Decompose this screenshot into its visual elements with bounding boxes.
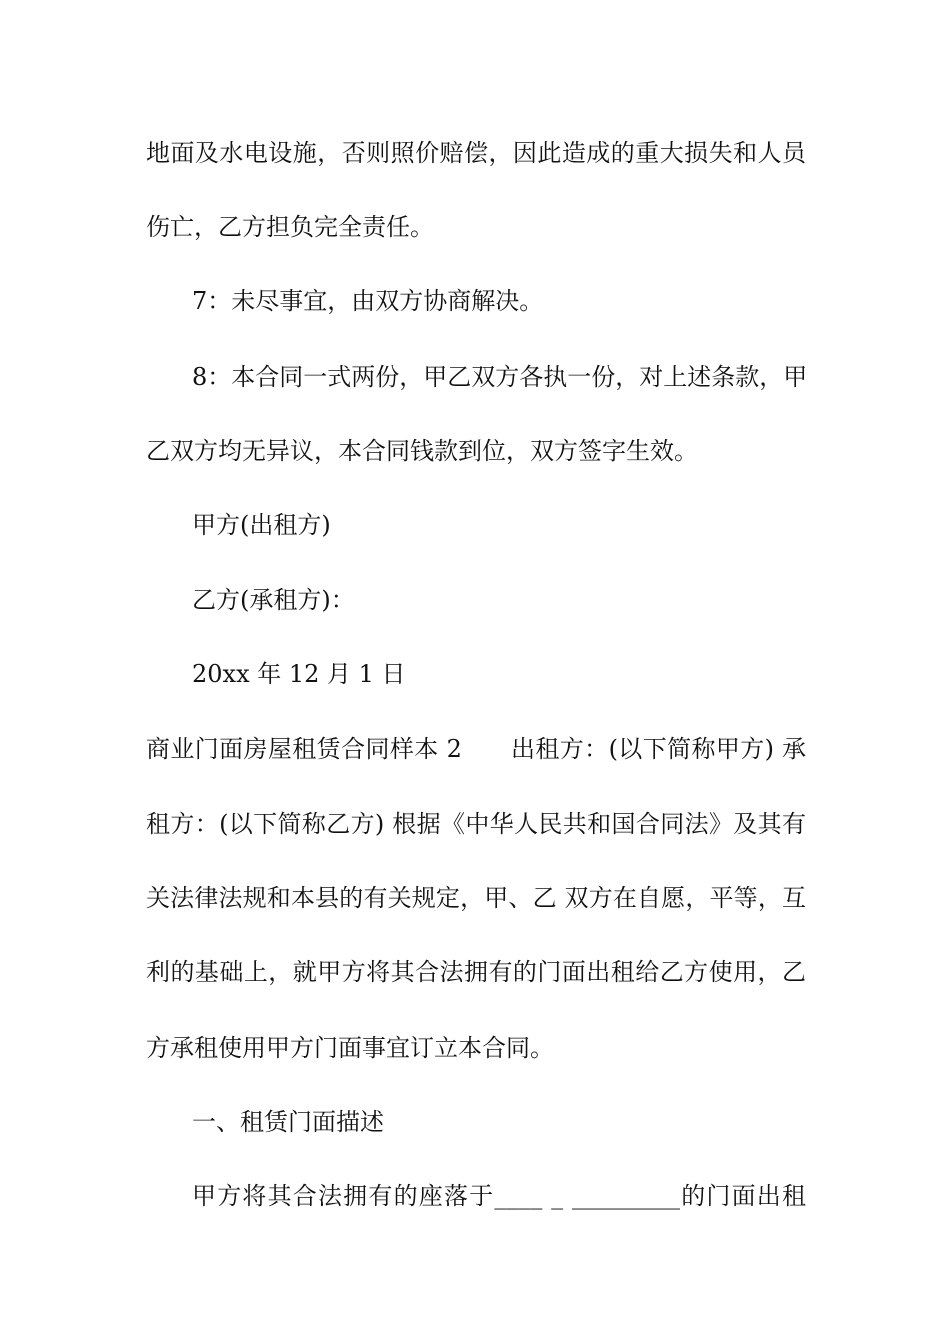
party-b-signature-label: 乙方(承租方)： bbox=[192, 586, 355, 614]
section-heading: 一、租赁门面描述 bbox=[192, 1108, 384, 1136]
paragraph-line: 甲方将其合法拥有的座落于____ _ _________的门面出租 bbox=[192, 1182, 806, 1210]
paragraph-line: 地面及水电设施，否则照价赔偿，因此造成的重大损失和人员 bbox=[146, 139, 806, 167]
contract-title-line: 商业门面房屋租赁合同样本 2 出租方：(以下简称甲方) 承 bbox=[146, 735, 806, 763]
paragraph-line: 利的基础上，就甲方将其合法拥有的门面出租给乙方使用，乙 bbox=[146, 958, 806, 986]
paragraph-line: 伤亡，乙方担负完全责任。 bbox=[146, 213, 434, 241]
paragraph-line: 乙双方均无异议，本合同钱款到位，双方签字生效。 bbox=[146, 437, 698, 465]
signing-date: 20xx 年 12 月 1 日 bbox=[192, 660, 406, 688]
paragraph-line: 关法律法规和本县的有关规定，甲、乙 双方在自愿，平等，互 bbox=[146, 884, 806, 912]
paragraph-line: 租方：(以下简称乙方) 根据《中华人民共和国合同法》及其有 bbox=[146, 810, 806, 838]
clause-7: 7：未尽事宜，由双方协商解决。 bbox=[192, 287, 544, 315]
paragraph-line: 方承租使用甲方门面事宜订立本合同。 bbox=[146, 1034, 554, 1062]
party-a-signature-label: 甲方(出租方) bbox=[192, 511, 331, 539]
clause-8: 8：本合同一式两份，甲乙双方各执一份，对上述条款，甲 bbox=[192, 363, 808, 391]
